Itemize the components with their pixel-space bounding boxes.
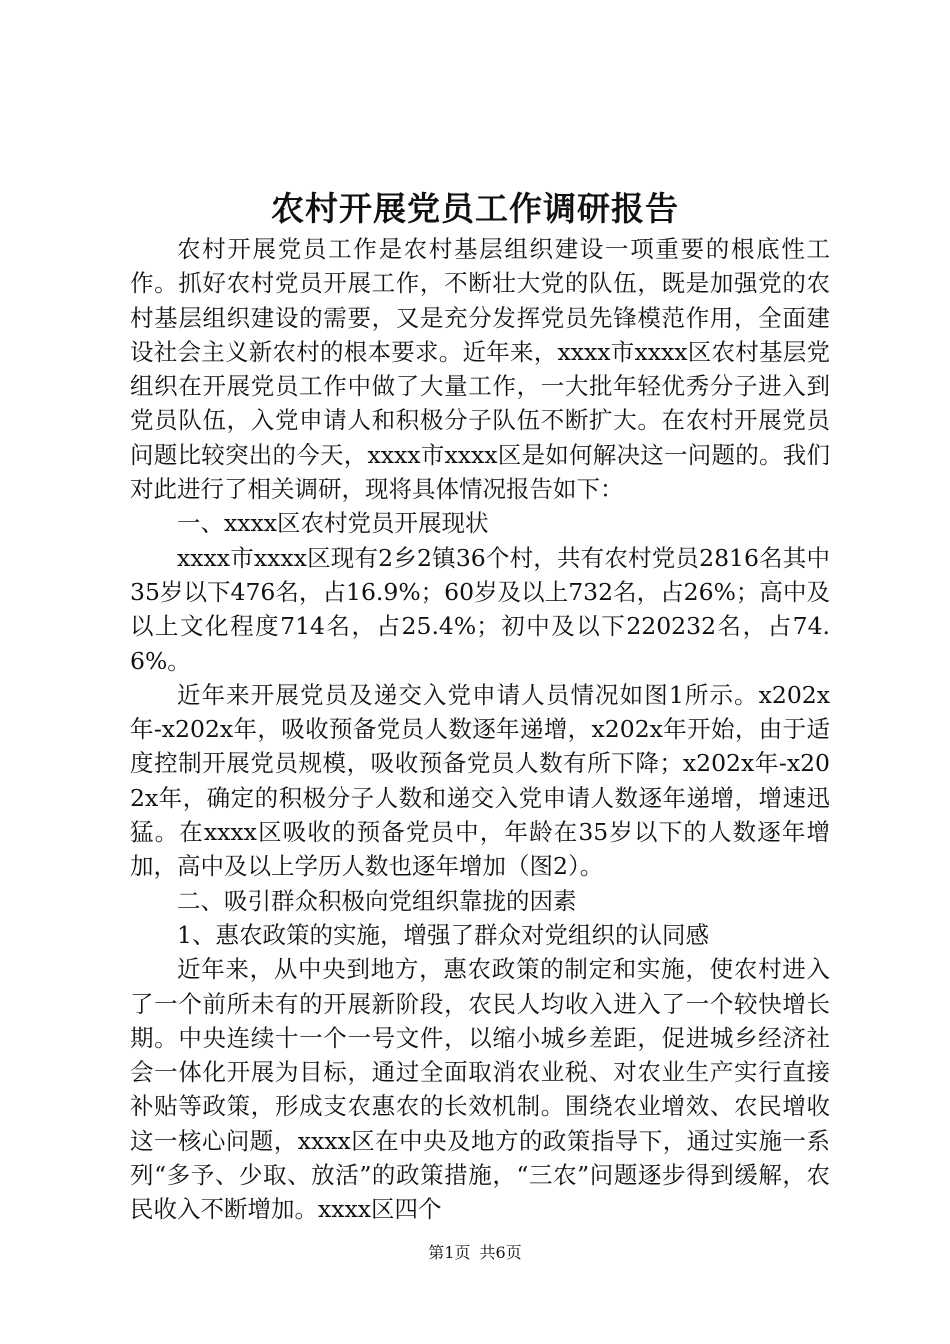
trend-paragraph: 近年来开展党员及递交入党申请人员情况如图1所示。x202x年-x202x年，吸收预备党员人数逐年递增，x202x年开始，由于适度控制开展党员规模，吸收预备党员人数有所下降；x202x年-x202x年，确定的积极分子人数和递交入党申请人数逐年递增，增速迅猛。在xxxx区吸收的预备党员中，年龄在35岁以下的人数逐年增加，高中及以上学历人数也逐年增加（图2）。 <box>130 680 830 881</box>
page-total: 共6页 <box>479 1243 522 1262</box>
page-footer <box>0 1242 950 1264</box>
policy-paragraph: 近年来，从中央到地方，惠农政策的制定和实施，使农村进入了一个前所未有的开展新阶段，农民人均收入进入了一个较快增长期。中央连续十一个一号文件，以缩小城乡差距，促进城乡经济社会一体化开展为目标，通过全面取消农业税、对农业生产实行直接补贴等政策，形成支农惠农的长效机制。围绕农业增效、农民增收这一核心问题，xxxx区在中央及地方的政策指导下，通过实施一系列“多予、少取、放活”的政策措施，“三农”问题逐步得到缓解，农民收入不断增加。xxxx区四个 <box>130 955 830 1224</box>
document-title: 农村开展党员工作调研报告 <box>271 189 679 228</box>
intro-paragraph: 农村开展党员工作是农村基层组织建设一项重要的根底性工作。抓好农村党员开展工作，不断壮大党的队伍，既是加强党的农村基层组织建设的需要，又是充分发挥党员先锋模范作用，全面建设社会主义新农村的根本要求。近年来，xxxx市xxxx区农村基层党组织在开展党员工作中做了大量工作，一大批年轻优秀分子进入到党员队伍，入党申请人和积极分子队伍不断扩大。在农村开展党员问题比较突出的今天，xxxx市xxxx区是如何解决这一问题的。我们对此进行了相关调研，现将具体情况报告如下： <box>130 235 830 504</box>
section-heading-2: 二、吸引群众积极向党组织靠拢的因素 <box>177 886 577 915</box>
section-heading-1: 一、xxxx区农村党员开展现状 <box>177 509 489 538</box>
subsection-heading-1: 1、惠农政策的实施，增强了群众对党组织的认同感 <box>177 920 709 949</box>
status-paragraph: xxxx市xxxx区现有2乡2镇36个村，共有农村党员2816名其中35岁以下476名，占16.9%；60岁及以上732名，占26%；高中及以上文化程度714名，占25.4%；初中及以下220232名，占74.6%。 <box>130 543 830 675</box>
document-body <box>130 232 830 1227</box>
page-number: 第1页 <box>428 1243 471 1262</box>
